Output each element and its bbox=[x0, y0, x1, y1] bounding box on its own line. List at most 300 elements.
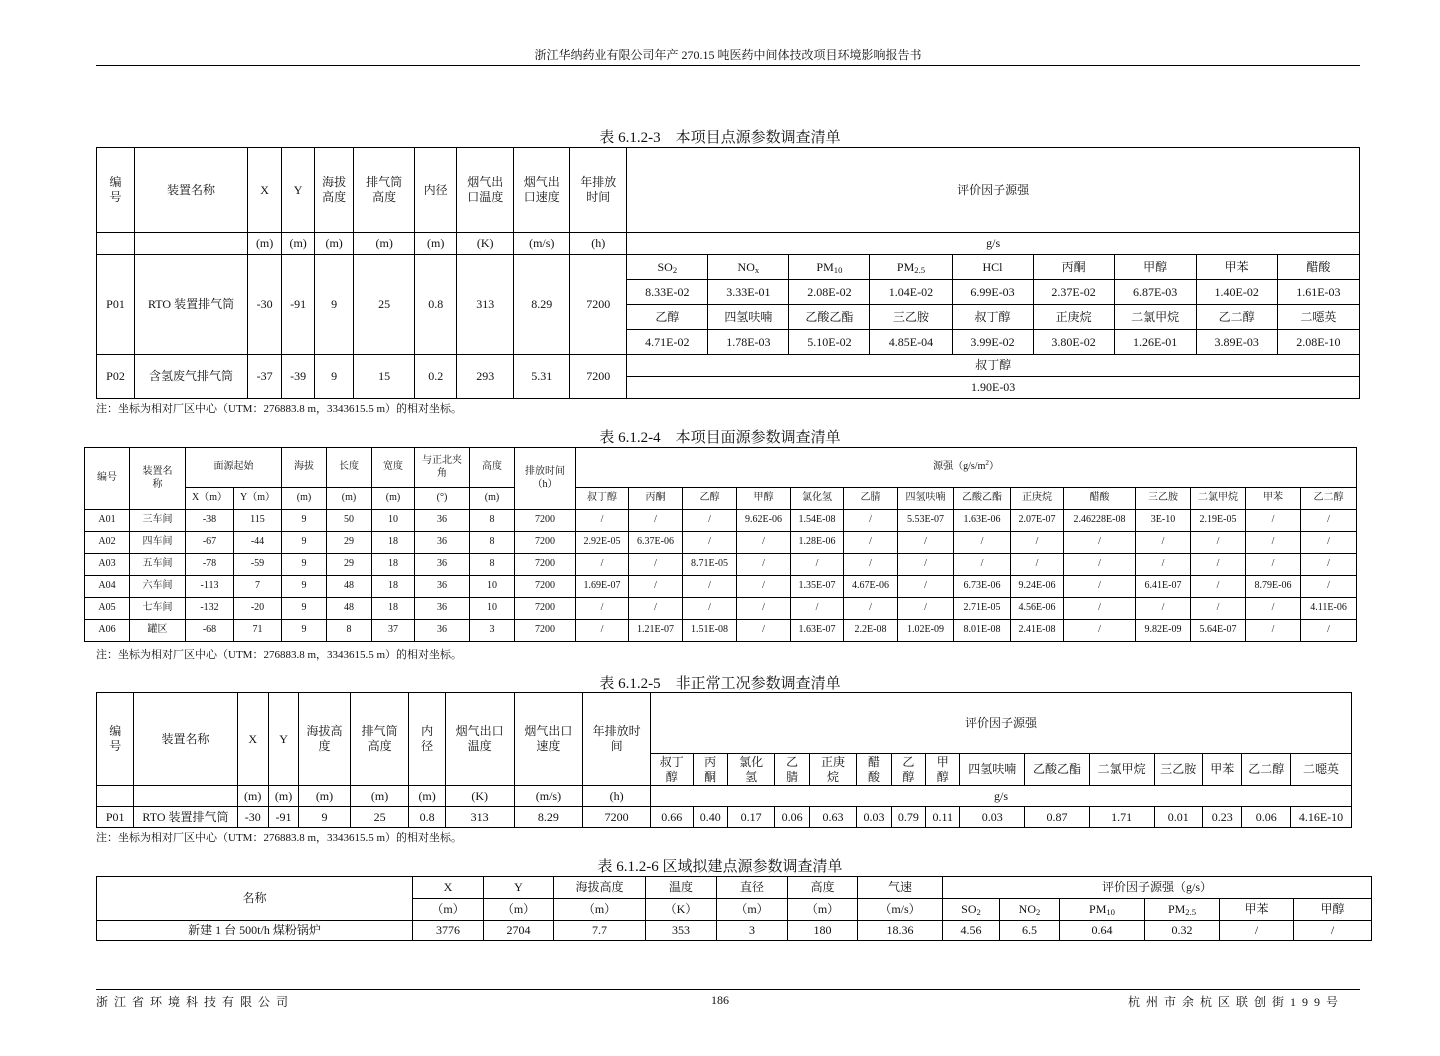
value-cell: 2.08E-02 bbox=[789, 280, 870, 305]
cell: 18 bbox=[372, 576, 415, 598]
cell: 25 bbox=[354, 255, 415, 355]
cell: 29 bbox=[327, 554, 372, 576]
table-row bbox=[85, 598, 1357, 620]
factor-header: 二氯甲烷 bbox=[1114, 305, 1196, 330]
factor-header: 叔丁醇 bbox=[576, 488, 629, 510]
col-hours: 年排放时间 bbox=[570, 148, 627, 233]
value-cell: 5.10E-02 bbox=[789, 330, 870, 355]
table1-note: 注：坐标为相对厂区中心（UTM：276883.8 m，3343615.5 m）的相对坐标。 bbox=[96, 403, 463, 415]
unit: （m） bbox=[413, 899, 484, 921]
col-temp: 烟气出口温度 bbox=[445, 693, 514, 786]
factor-header: 甲苯 bbox=[1246, 488, 1301, 510]
value-cell: 0.40 bbox=[693, 807, 727, 828]
factor-header: 正庚烷 bbox=[1033, 305, 1114, 330]
value-cell: 1.21E-07 bbox=[629, 620, 683, 642]
value-cell: / bbox=[737, 576, 791, 598]
factor-header: 醋酸 bbox=[1277, 255, 1359, 280]
factor-header: 丙酮 bbox=[629, 488, 683, 510]
value-cell: / bbox=[683, 598, 737, 620]
cell: 四车间 bbox=[130, 532, 186, 554]
col-strength bbox=[576, 448, 1357, 488]
page-number: 186 bbox=[711, 993, 729, 1007]
value-cell: / bbox=[1246, 620, 1301, 642]
factor-header: 叔丁醇 bbox=[651, 754, 693, 786]
cell: 36 bbox=[415, 576, 470, 598]
cell: -91 bbox=[268, 807, 298, 828]
unit: (m) bbox=[327, 488, 372, 510]
cell: 8 bbox=[470, 532, 515, 554]
unit: (m) bbox=[354, 233, 415, 255]
col-name: 装置名称 bbox=[135, 148, 248, 233]
cell: 313 bbox=[445, 807, 514, 828]
unit: (m) bbox=[415, 233, 457, 255]
row-no: P02 bbox=[97, 355, 135, 399]
cell: -44 bbox=[234, 532, 282, 554]
cell: 10 bbox=[470, 598, 515, 620]
factor-header: $SO_2$ bbox=[943, 899, 1000, 921]
unit: (m) bbox=[282, 488, 327, 510]
factor-header: 甲醇 bbox=[1294, 899, 1372, 921]
cell: 7200 bbox=[515, 554, 576, 576]
factor-header: 三乙胺 bbox=[870, 305, 952, 330]
cell: 罐区 bbox=[130, 620, 186, 642]
value-cell: / bbox=[1064, 598, 1136, 620]
factor-header: $PM_{10}$ bbox=[789, 255, 870, 280]
factor-header: 乙醇 bbox=[891, 754, 925, 786]
cell: 8.29 bbox=[514, 807, 583, 828]
cell: -39 bbox=[282, 355, 315, 399]
cell: 9 bbox=[282, 510, 327, 532]
table1-caption: 表 6.1.2-3 本项目点源参数调查清单 bbox=[599, 130, 841, 146]
factor-header: HCl bbox=[952, 255, 1033, 280]
value-cell: / bbox=[844, 532, 898, 554]
cell: 293 bbox=[457, 355, 514, 399]
value-cell: / bbox=[1301, 532, 1357, 554]
col-len: 长度 bbox=[327, 448, 372, 488]
cell: 0.2 bbox=[415, 355, 457, 399]
cell: 10 bbox=[372, 510, 415, 532]
cell: 37 bbox=[372, 620, 415, 642]
cell: 7.7 bbox=[554, 921, 646, 941]
value-cell: / bbox=[737, 532, 791, 554]
table-row bbox=[85, 576, 1357, 598]
cell: 0.8 bbox=[415, 255, 457, 355]
cell: 3 bbox=[470, 620, 515, 642]
cell: 48 bbox=[327, 576, 372, 598]
factor-header: 甲苯 bbox=[1196, 255, 1277, 280]
value-cell: 0.79 bbox=[891, 807, 925, 828]
col-elev: 海拔 bbox=[282, 448, 327, 488]
value-cell: 1.71 bbox=[1089, 807, 1154, 828]
cell: 7200 bbox=[515, 598, 576, 620]
value-cell: / bbox=[576, 620, 629, 642]
cell: 7200 bbox=[515, 532, 576, 554]
footer-company: 浙江省环境科技有限公司 bbox=[96, 995, 295, 1009]
col-y: Y bbox=[268, 693, 298, 786]
unit: (K) bbox=[445, 786, 514, 807]
cell: 5.31 bbox=[514, 355, 570, 399]
factor-header: 二噁英 bbox=[1291, 754, 1352, 786]
value-cell: 1.02E-09 bbox=[898, 620, 954, 642]
table4-caption: 表 6.1.2-6 区域拟建点源参数调查清单 bbox=[597, 859, 843, 875]
value-cell: / bbox=[791, 554, 844, 576]
footer-address: 杭州市余杭区联创街199号 bbox=[1127, 995, 1344, 1009]
unit: (m) bbox=[372, 488, 415, 510]
value-cell: / bbox=[1301, 576, 1357, 598]
cell: 36 bbox=[415, 532, 470, 554]
unit: (m) bbox=[282, 233, 315, 255]
value-cell: 5.64E-07 bbox=[1191, 620, 1246, 642]
col-elev: 海拔高度 bbox=[299, 693, 351, 786]
value-cell: / bbox=[898, 598, 954, 620]
value-cell: / bbox=[1246, 510, 1301, 532]
factor-header: 二噁英 bbox=[1277, 305, 1359, 330]
value-cell: / bbox=[1064, 532, 1136, 554]
factor-header: 乙二醇 bbox=[1242, 754, 1291, 786]
value-cell: 2.92E-05 bbox=[576, 532, 629, 554]
col-factor: 评价因子源强 bbox=[627, 148, 1360, 233]
value-cell: / bbox=[576, 510, 629, 532]
value-cell: 3.33E-01 bbox=[708, 280, 789, 305]
col-elev: 海拔高度 bbox=[315, 148, 354, 233]
value-cell: / bbox=[1064, 620, 1136, 642]
col-height: 高度 bbox=[788, 877, 858, 899]
table-row bbox=[85, 620, 1357, 642]
table2-note: 注：坐标为相对厂区中心（UTM：276883.8 m，3343615.5 m）的相对坐标。 bbox=[96, 649, 463, 661]
unit: (°) bbox=[415, 488, 470, 510]
col-vel: 烟气出口速度 bbox=[514, 693, 583, 786]
factor-header: 四氢呋喃 bbox=[898, 488, 954, 510]
cell: 8 bbox=[327, 620, 372, 642]
factor-header: 三乙胺 bbox=[1136, 488, 1191, 510]
factor-header: 乙酸乙酯 bbox=[954, 488, 1011, 510]
cell: 7 bbox=[234, 576, 282, 598]
cell: 2704 bbox=[484, 921, 554, 941]
value-cell: / bbox=[1136, 598, 1191, 620]
col-elev: 海拔高度 bbox=[554, 877, 646, 899]
col-stack: 排气筒高度 bbox=[354, 148, 415, 233]
value-cell: 2.46228E-08 bbox=[1064, 510, 1136, 532]
cell: 18.36 bbox=[858, 921, 943, 941]
unit: (m) bbox=[409, 786, 445, 807]
value-cell: / bbox=[1246, 598, 1301, 620]
point-source-table bbox=[96, 147, 1360, 399]
cell: 9 bbox=[282, 576, 327, 598]
unit: （m） bbox=[717, 899, 788, 921]
value-cell: / bbox=[791, 598, 844, 620]
cell: A03 bbox=[85, 554, 130, 576]
value-cell: / bbox=[629, 598, 683, 620]
unit: （K） bbox=[646, 899, 717, 921]
col-x: X（m） bbox=[186, 488, 234, 510]
cell: 3776 bbox=[413, 921, 484, 941]
cell: 7200 bbox=[570, 255, 627, 355]
factor-header: 乙醇 bbox=[627, 305, 708, 330]
cell: -68 bbox=[186, 620, 234, 642]
value-cell: / bbox=[954, 532, 1011, 554]
cell: 10 bbox=[470, 576, 515, 598]
table3-note: 注：坐标为相对厂区中心（UTM：276883.8 m，3343615.5 m）的相对坐标。 bbox=[96, 832, 463, 844]
factor-header: 甲苯 bbox=[1220, 899, 1294, 921]
value-cell: / bbox=[1011, 532, 1064, 554]
col-vel: 烟气出口速度 bbox=[514, 148, 570, 233]
col-y: Y bbox=[282, 148, 315, 233]
cell: -30 bbox=[248, 255, 282, 355]
col-stack: 排气筒高度 bbox=[350, 693, 409, 786]
value-cell: / bbox=[1191, 532, 1246, 554]
factor-header: 氯化氢 bbox=[727, 754, 775, 786]
col-temp: 温度 bbox=[646, 877, 717, 899]
cell: 五车间 bbox=[130, 554, 186, 576]
unit: (m) bbox=[315, 233, 354, 255]
value-cell: 1.35E-07 bbox=[791, 576, 844, 598]
cell: 7200 bbox=[515, 576, 576, 598]
value-cell: 4.67E-06 bbox=[844, 576, 898, 598]
unit: g/s bbox=[627, 233, 1360, 255]
unit: (m/s) bbox=[514, 233, 570, 255]
cell: 9 bbox=[282, 598, 327, 620]
table-row bbox=[85, 510, 1357, 532]
factor-header: 丙酮 bbox=[1033, 255, 1114, 280]
value-cell: 8.79E-06 bbox=[1246, 576, 1301, 598]
value-cell: 8.71E-05 bbox=[683, 554, 737, 576]
factor-header: 醋酸 bbox=[857, 754, 891, 786]
factor-header: 氯化氢 bbox=[791, 488, 844, 510]
cell: 50 bbox=[327, 510, 372, 532]
value-cell: / bbox=[629, 554, 683, 576]
value-cell: 2.41E-08 bbox=[1011, 620, 1064, 642]
factor-header: $PM_{10}$ bbox=[1060, 899, 1145, 921]
value-cell: 6.99E-03 bbox=[952, 280, 1033, 305]
value-cell: / bbox=[1064, 554, 1136, 576]
cell: 36 bbox=[415, 598, 470, 620]
col-wid: 宽度 bbox=[372, 448, 415, 488]
value-cell: 0.63 bbox=[809, 807, 857, 828]
unit: (m) bbox=[248, 233, 282, 255]
value-cell: 6.5 bbox=[1000, 921, 1060, 941]
value-cell: / bbox=[576, 598, 629, 620]
cell: 9 bbox=[282, 532, 327, 554]
cell: 180 bbox=[788, 921, 858, 941]
unit: (m) bbox=[268, 786, 298, 807]
value-cell: 0.03 bbox=[857, 807, 891, 828]
cell: A01 bbox=[85, 510, 130, 532]
value-cell: 0.11 bbox=[926, 807, 960, 828]
cell: 3 bbox=[717, 921, 788, 941]
value-cell: / bbox=[1064, 576, 1136, 598]
value-cell: 1.63E-07 bbox=[791, 620, 844, 642]
cell: 9 bbox=[315, 255, 354, 355]
header-rule bbox=[96, 65, 1360, 66]
value-cell: 0.17 bbox=[727, 807, 775, 828]
col-dia: 直径 bbox=[717, 877, 788, 899]
value-cell: / bbox=[1191, 576, 1246, 598]
cell: 36 bbox=[415, 554, 470, 576]
value-cell: / bbox=[629, 510, 683, 532]
cell: A04 bbox=[85, 576, 130, 598]
value-cell: 9.82E-09 bbox=[1136, 620, 1191, 642]
factor-header: 叔丁醇 bbox=[627, 355, 1360, 377]
cell: 29 bbox=[327, 532, 372, 554]
value-cell: 4.16E-10 bbox=[1291, 807, 1352, 828]
value-cell: / bbox=[1011, 554, 1064, 576]
unit: (h) bbox=[583, 786, 651, 807]
factor-header: 四氢呋喃 bbox=[960, 754, 1025, 786]
value-cell: 1.54E-08 bbox=[791, 510, 844, 532]
factor-header: $PM_{2.5}$ bbox=[1145, 899, 1220, 921]
factor-header: 丙酮 bbox=[693, 754, 727, 786]
value-cell: / bbox=[683, 576, 737, 598]
regional-source-table bbox=[96, 876, 1372, 941]
value-cell: 0.32 bbox=[1145, 921, 1220, 941]
value-cell: / bbox=[898, 554, 954, 576]
value-cell: 0.66 bbox=[651, 807, 693, 828]
value-cell: / bbox=[629, 576, 683, 598]
col-no: 编号 bbox=[97, 148, 135, 233]
col-name: 装置名称 bbox=[134, 693, 237, 786]
table-row bbox=[85, 554, 1357, 576]
value-cell: 1.51E-08 bbox=[683, 620, 737, 642]
value-cell: / bbox=[844, 510, 898, 532]
value-cell: 0.06 bbox=[1242, 807, 1291, 828]
value-cell: / bbox=[1136, 532, 1191, 554]
value-cell: / bbox=[1191, 598, 1246, 620]
value-cell: 0.64 bbox=[1060, 921, 1145, 941]
factor-header: 醋酸 bbox=[1064, 488, 1136, 510]
value-cell: / bbox=[576, 554, 629, 576]
cell: 18 bbox=[372, 532, 415, 554]
value-cell: 1.61E-03 bbox=[1277, 280, 1359, 305]
cell: 七车间 bbox=[130, 598, 186, 620]
value-cell: 6.73E-06 bbox=[954, 576, 1011, 598]
factor-header: 乙醇 bbox=[683, 488, 737, 510]
value-cell: 6.87E-03 bbox=[1114, 280, 1196, 305]
value-cell: 3.80E-02 bbox=[1033, 330, 1114, 355]
cell: 7200 bbox=[570, 355, 627, 399]
unit: （m） bbox=[788, 899, 858, 921]
value-cell: / bbox=[1246, 532, 1301, 554]
value-cell: 8.01E-08 bbox=[954, 620, 1011, 642]
factor-header: 甲醇 bbox=[926, 754, 960, 786]
factor-header: 乙二醇 bbox=[1196, 305, 1277, 330]
unit: (m) bbox=[237, 786, 268, 807]
factor-header: 乙酸乙酯 bbox=[789, 305, 870, 330]
factor-header: 乙腈 bbox=[844, 488, 898, 510]
row-name: 含氢废气排气筒 bbox=[135, 355, 248, 399]
value-cell: 0.06 bbox=[775, 807, 809, 828]
value-cell: / bbox=[1246, 554, 1301, 576]
unit: (m) bbox=[350, 786, 409, 807]
factor-header: 正庚烷 bbox=[1011, 488, 1064, 510]
col-temp: 烟气出口温度 bbox=[457, 148, 514, 233]
unit: (h) bbox=[570, 233, 627, 255]
value-cell: 0.87 bbox=[1025, 807, 1090, 828]
factor-header: 乙酸乙酯 bbox=[1025, 754, 1090, 786]
value-cell: 3.99E-02 bbox=[952, 330, 1033, 355]
value-cell: 2.2E-08 bbox=[844, 620, 898, 642]
value-cell: 2.08E-10 bbox=[1277, 330, 1359, 355]
factor-header: 二氯甲烷 bbox=[1191, 488, 1246, 510]
col-hours: 排放时间（h） bbox=[515, 448, 576, 510]
col-y: Y bbox=[484, 877, 554, 899]
value-cell: 1.04E-02 bbox=[870, 280, 952, 305]
cell: 8 bbox=[470, 554, 515, 576]
unit: (m) bbox=[470, 488, 515, 510]
col-no: 编号 bbox=[97, 693, 134, 786]
factor-header: $SO_2$ bbox=[627, 255, 708, 280]
cell: 313 bbox=[457, 255, 514, 355]
page-header: 浙江华纳药业有限公司年产 270.15 吨医药中间体技改项目环境影响报告书 bbox=[534, 48, 922, 62]
value-cell: 9.24E-06 bbox=[1011, 576, 1064, 598]
factor-header: 乙二醇 bbox=[1301, 488, 1357, 510]
value-cell: 2.07E-07 bbox=[1011, 510, 1064, 532]
cell: -37 bbox=[248, 355, 282, 399]
unit: (m/s) bbox=[514, 786, 583, 807]
row-no: P01 bbox=[97, 255, 135, 355]
factor-header: 二氯甲烷 bbox=[1089, 754, 1154, 786]
value-cell: / bbox=[737, 554, 791, 576]
value-cell: / bbox=[1301, 620, 1357, 642]
cell: A02 bbox=[85, 532, 130, 554]
value-cell: 0.01 bbox=[1154, 807, 1203, 828]
value-cell: 4.56E-06 bbox=[1011, 598, 1064, 620]
cell: -20 bbox=[234, 598, 282, 620]
value-cell: / bbox=[683, 532, 737, 554]
cell: -113 bbox=[186, 576, 234, 598]
strength-label: 源强$(g/s/m^2)$ bbox=[933, 459, 999, 473]
col-dia: 内径 bbox=[409, 693, 445, 786]
value-cell: 1.28E-06 bbox=[791, 532, 844, 554]
cell: 9 bbox=[282, 620, 327, 642]
cell: 六车间 bbox=[130, 576, 186, 598]
col-origin: 面源起始 bbox=[186, 448, 282, 488]
unit: （m/s） bbox=[858, 899, 943, 921]
factor-header: $NO_x$ bbox=[708, 255, 789, 280]
value-cell: 9.62E-06 bbox=[737, 510, 791, 532]
cell: 115 bbox=[234, 510, 282, 532]
value-cell: 5.53E-07 bbox=[898, 510, 954, 532]
row-name: RTO 装置排气筒 bbox=[134, 807, 237, 828]
col-hours: 年排放时间 bbox=[583, 693, 651, 786]
col-x: X bbox=[248, 148, 282, 233]
table-row bbox=[85, 532, 1357, 554]
value-cell: / bbox=[898, 576, 954, 598]
col-no: 编号 bbox=[85, 448, 130, 510]
cell: 25 bbox=[350, 807, 409, 828]
cell: 9 bbox=[315, 355, 354, 399]
row-no: P01 bbox=[97, 807, 134, 828]
cell: -91 bbox=[282, 255, 315, 355]
value-cell: 4.85E-04 bbox=[870, 330, 952, 355]
value-cell: 4.71E-02 bbox=[627, 330, 708, 355]
col-angle: 与正北夹角 bbox=[415, 448, 470, 488]
col-factor: 评价因子源强 bbox=[651, 693, 1352, 754]
unit: (m) bbox=[299, 786, 351, 807]
value-cell: / bbox=[737, 620, 791, 642]
abnormal-condition-table bbox=[96, 692, 1352, 828]
col-x: X bbox=[413, 877, 484, 899]
cell: 7200 bbox=[515, 510, 576, 532]
cell: 353 bbox=[646, 921, 717, 941]
row-name: RTO 装置排气筒 bbox=[135, 255, 248, 355]
col-dia: 内径 bbox=[415, 148, 457, 233]
value-cell: 1.69E-07 bbox=[576, 576, 629, 598]
cell: 71 bbox=[234, 620, 282, 642]
value-cell: / bbox=[898, 532, 954, 554]
factor-header: 叔丁醇 bbox=[952, 305, 1033, 330]
unit: (K) bbox=[457, 233, 514, 255]
value-cell: / bbox=[1301, 510, 1357, 532]
